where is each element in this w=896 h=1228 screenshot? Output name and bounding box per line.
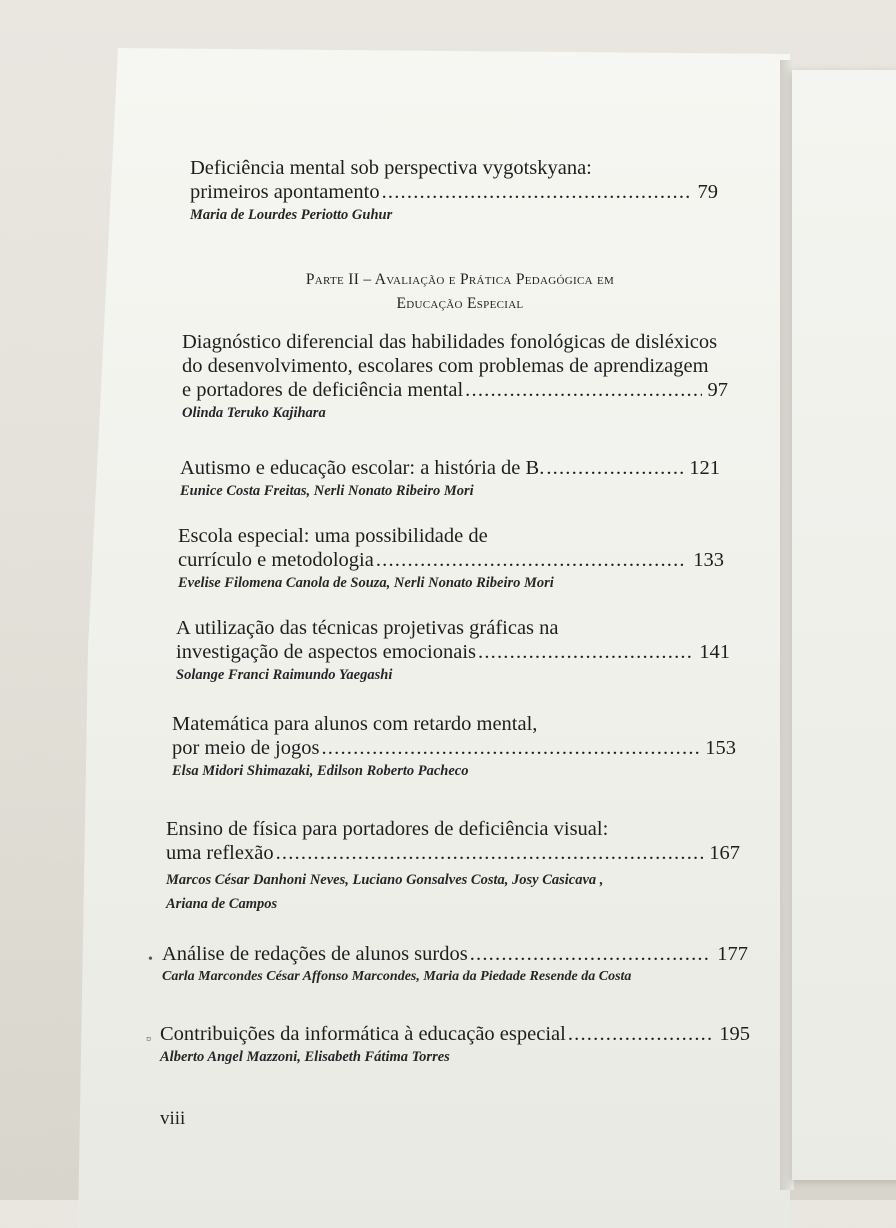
entry-title-line <box>160 1022 750 1046</box>
entry-title-text: do desenvolvimento, escolares com problemas de aprendizagem <box>182 355 709 377</box>
entry-title-line <box>180 456 720 480</box>
entry-title-text: primeiros apontamento <box>190 181 380 203</box>
page-number: 195 <box>719 1023 750 1045</box>
toc-entry <box>162 942 748 988</box>
entry-title-text: Matemática para alunos com retardo mental, <box>172 713 538 735</box>
page-number: 97 <box>707 379 728 401</box>
entry-title-text: Deficiência mental sob perspectiva vygotskyana: <box>190 157 592 179</box>
entry-title-text: uma reflexão <box>166 842 274 864</box>
page-number: 167 <box>709 842 740 864</box>
dot-leader <box>465 378 701 402</box>
entry-title-text: investigação de aspectos emocionais <box>176 641 476 663</box>
entry-author: Evelise Filomena Canola de Souza, Nerli Nonato Ribeiro Mori <box>178 575 554 591</box>
entry-title-text: Diagnóstico diferencial das habilidades fonológicas de disléxicos <box>182 331 718 353</box>
toc-entry <box>178 524 724 594</box>
part-heading-line: Educação Especial <box>396 295 524 312</box>
toc-entry <box>160 1022 750 1068</box>
entry-title-line <box>178 548 724 572</box>
page-number: 133 <box>693 549 724 571</box>
entry-title-line <box>182 354 728 378</box>
entry-title-line <box>182 378 728 402</box>
entry-title-text: por meio de jogos <box>172 737 320 759</box>
entry-author: Elsa Midori Shimazaki, Edilson Roberto Pacheco <box>172 763 469 779</box>
dot-leader <box>276 841 704 865</box>
entry-title-line <box>176 616 730 640</box>
entry-title-line <box>190 180 718 204</box>
dot-leader <box>321 736 699 760</box>
toc-entry <box>180 456 720 502</box>
entry-author: Eunice Costa Freitas, Nerli Nonato Ribeiro Mori <box>180 483 474 499</box>
entry-title-text: currículo e metodologia <box>178 549 374 571</box>
page-number: 141 <box>699 641 730 663</box>
entry-title-line <box>176 640 730 664</box>
toc-entry <box>176 616 730 686</box>
entry-author: Solange Franci Raimundo Yaegashi <box>176 667 393 683</box>
entry-author: Maria de Lourdes Periotto Guhur <box>190 207 393 223</box>
entry-author: Alberto Angel Mazzoni, Elisabeth Fátima Torres <box>160 1049 450 1065</box>
page-folio: viii <box>160 1108 186 1129</box>
page-number: 121 <box>689 457 720 479</box>
dot-leader <box>382 180 692 204</box>
entry-title-text: Autismo e educação escolar: a história de B. <box>180 457 545 479</box>
entry-author: Olinda Teruko Kajihara <box>182 405 326 421</box>
entry-title-line <box>166 841 740 865</box>
entry-title-text: Escola especial: uma possibilidade de <box>178 525 488 547</box>
entry-title-line <box>172 712 736 736</box>
toc-entry <box>172 712 736 782</box>
margin-mark: • <box>148 952 153 967</box>
entry-title-line <box>178 524 724 548</box>
part-heading-line: Parte II – Avaliação e Prática Pedagógica em <box>305 271 615 288</box>
toc-entry <box>166 817 740 915</box>
entry-title-line <box>166 817 740 841</box>
entry-author: Marcos César Danhoni Neves, Luciano Gonsalves Costa, Josy Casicava , <box>166 872 604 888</box>
dot-leader <box>470 942 712 966</box>
part-heading <box>180 268 740 316</box>
toc-entry <box>182 330 728 424</box>
toc-entry <box>190 156 718 226</box>
entry-title-text: Ensino de física para portadores de deficiência visual: <box>166 818 609 840</box>
entry-title-line <box>172 736 736 760</box>
entry-title-text: Análise de redações de alunos surdos <box>162 943 468 965</box>
entry-title-text: A utilização das técnicas projetivas gráficas na <box>176 617 559 639</box>
entry-author: Ariana de Campos <box>166 896 278 912</box>
entry-author: Carla Marcondes César Affonso Marcondes, Maria da Piedade Resende da Costa <box>162 969 632 984</box>
entry-title-line <box>162 942 748 966</box>
dot-leader <box>376 548 687 572</box>
entry-title-text: Contribuições da informática à educação especial <box>160 1023 566 1045</box>
entry-title-text: e portadores de deficiência mental <box>182 379 464 401</box>
page-number: 79 <box>697 181 718 203</box>
entry-title-line <box>190 156 718 180</box>
entry-title-line <box>182 330 728 354</box>
page-number: 177 <box>717 943 748 965</box>
dot-leader <box>568 1022 713 1046</box>
page-number: 153 <box>705 737 736 759</box>
dot-leader <box>478 640 693 664</box>
dot-leader <box>546 456 683 480</box>
margin-mark: ▫ <box>146 1032 151 1047</box>
